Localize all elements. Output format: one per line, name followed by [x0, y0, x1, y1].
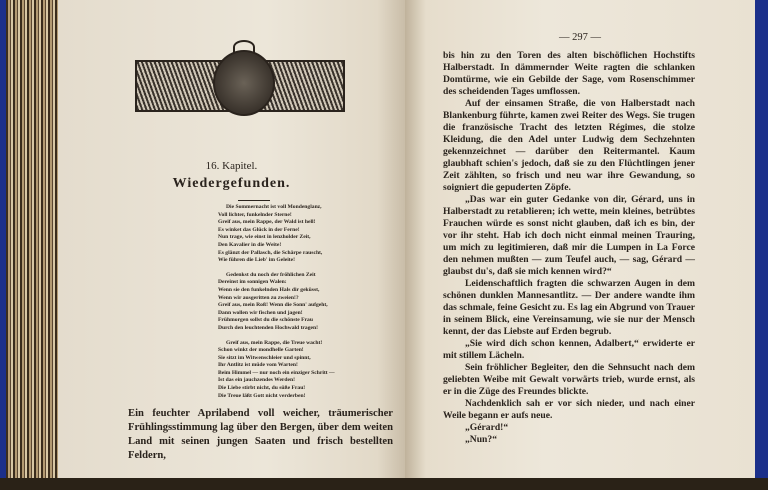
poem-line: Ist das ein jauchzendes Werden! [218, 377, 295, 384]
paragraph: bis hin zu den Toren des alten bischöflichen Hochstifts Halberstadt. In dämmernder Weite ragten die schlanken Domtürme, wie ein Gebilde der Sage, vom Rosenschimmer des scheidenden Tages umflossen. [443, 50, 695, 97]
paragraph: Auf der einsamen Straße, die von Halberstadt nach Blankenburg führte, kamen zwei Reiter des Wegs. Sie trugen die französische Tracht des letzten Régimes, die stolze Kleidung, die den Adel unter Ludwig dem Sechzehnten gekennzeichnet — darüber den Reitermantel. Kaum glaubhaft schien's jedoch, daß sie zu den Flüchtlingen jener Zeit zählten, so frisch und neu war ihre Gewandung, so soigniert die gepuderten Zöpfe. [443, 98, 695, 193]
poem-line: Voll lichter, funkelnder Sterne! [218, 211, 292, 218]
poem-line: Ihr Antlitz ist müde vom Warten! [218, 362, 298, 369]
poem-line: Es glänzt der Pallasch, die Schärpe rauscht, [218, 249, 323, 256]
poem-line: Frühmorgen sollst du die schönste Frau [218, 317, 313, 324]
poem-line: Die Sommernacht ist voll Mondenglanz, [226, 204, 322, 210]
paragraph: Nachdenklich sah er vor sich nieder, und nach einer Weile begann er aufs neue. [443, 398, 695, 421]
poem-line: Greif aus, mein Rappe, der Wald ist hell! [218, 219, 316, 226]
poem-line: Sie sitzt im Witwenschleier und spinnt, [218, 354, 311, 361]
body-text [443, 50, 695, 446]
poem-line: Dann wollen wir fischen und jagen! [218, 309, 303, 316]
poem-line: Beim Himmel — nur noch ein einziger Schritt — [218, 369, 335, 376]
poem-line: Die Liebe stirbt nicht, du süße Frau! [218, 385, 306, 392]
right-page [405, 0, 755, 478]
poem [218, 204, 335, 407]
poem-line: Greif aus, mein Rappe, die Treue wacht! [226, 339, 323, 346]
book-bottom-edge [0, 478, 768, 490]
page-edges [6, 0, 60, 490]
book-cover-edge [755, 0, 768, 490]
ornament-medallion [213, 50, 275, 116]
poem-line: Nun trage, wie einst in lenzholder Zeit, [218, 234, 311, 241]
poem-line: Schon winkt der mondhelle Garten! [218, 347, 304, 354]
chapter-ornament [135, 60, 345, 112]
paragraph: „Sie wird dich schon kennen, Adalbert,“ erwiderte er mit stillem Lächeln. [443, 338, 695, 361]
paragraph: „Gérard!“ [465, 422, 509, 433]
poem-line: Den Kavalier in die Weite! [218, 241, 282, 248]
poem-stanza [218, 272, 335, 333]
poem-line: Gedenkst du noch der fröhlichen Zeit [226, 271, 316, 278]
poem-line: Durch den leuchtenden Hochwald tragen! [218, 324, 318, 331]
paragraph: „Das war ein guter Gedanke von dir, Gérard, uns in Halberstadt zu retablieren; ich wette, mein kleines, betrübtes Frauchen würde es sonst nicht glauben, daß ich es bin, der vor ihr steht. Hab ich doch nicht einmal meinen Trauring, um mich zu legitimieren, daß mir die Lumpen in La Force den nehmen mußten — zum Teufel auch, — sag, Gérard — glaubst du's, daß sie mich kennen wird?“ [443, 194, 695, 277]
poem-line: Die Treue läßt Gott nicht verderben! [218, 392, 306, 399]
poem-stanza [218, 204, 335, 265]
paragraph: „Nun?“ [465, 434, 497, 445]
poem-line: Wenn sie den funkelnden Hals dir geküsst, [218, 286, 320, 293]
title-rule [238, 200, 270, 201]
opening-paragraph: Ein feuchter Aprilabend voll weicher, träumerischer Frühlingsstimmung lag über den Bergen, über dem weiten Land mit seinen jungen Saaten und frisch bestellten Feldern, [128, 408, 393, 461]
paragraph: Leidenschaftlich fragten die schwarzen Augen in dem schönen dunklen Mannesantlitz. — Der andere wandte ihm das schmale, feine Gesicht zu. Es lag ein Abgrund von Trauer in seinem Blick, eine Vereinsamung, wie sie nur der Mensch kennt, der das Liebste auf Erden begrub. [443, 278, 695, 337]
left-page [58, 0, 405, 478]
poem-line: Dereinst im sonnigen Walen: [218, 279, 287, 286]
poem-line: Wenn wir ausgeritten zu zweien!? [218, 294, 299, 301]
poem-line: Es winket das Glück in der Ferne! [218, 226, 300, 233]
chapter-number: 16. Kapitel. [205, 160, 258, 172]
paragraph: Sein fröhlicher Begleiter, den die Sehnsucht nach dem geliebten Weibe mit Gewalt vorwärts trieb, wurde ernst, als er in die Züge des Freundes blickte. [443, 362, 695, 397]
chapter-title: Wiedergefunden. [172, 176, 291, 191]
poem-line: Greif aus, mein Roß! Wenn die Sonn' aufgeht, [218, 302, 328, 309]
poem-stanza [218, 340, 335, 401]
poem-line: Wie führen die Lieb' im Geleite! [218, 257, 296, 264]
page-number: — 297 — [559, 32, 601, 43]
